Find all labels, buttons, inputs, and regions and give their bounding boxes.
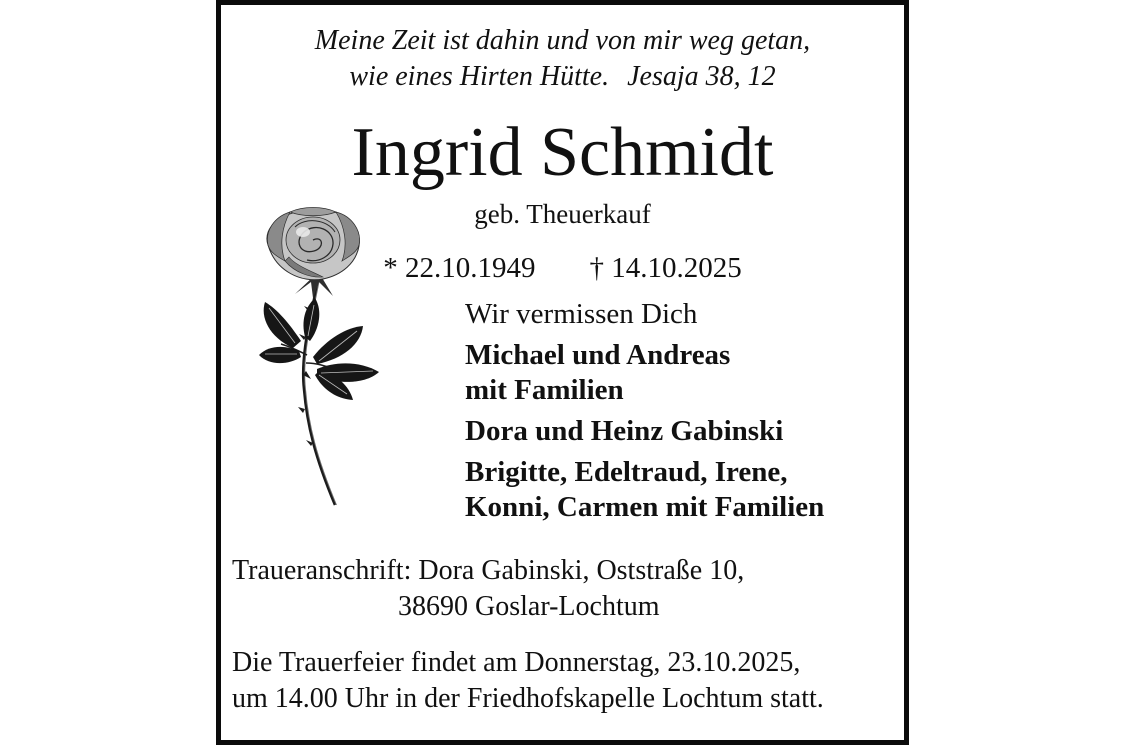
mourner-line: Michael und Andreas [465, 339, 731, 371]
mourner-group [465, 455, 824, 525]
mourners-list [465, 338, 824, 531]
scripture-quote-text: wie eines Hirten Hütte. [349, 61, 610, 92]
death-date: † 14.10.2025 [589, 252, 742, 284]
scripture-quote [221, 23, 904, 95]
mourner-line: Brigitte, Edeltraud, Irene, [465, 456, 788, 488]
condolence-address-line1: Traueranschrift: Dora Gabinski, Oststraße 10, [232, 555, 745, 586]
scripture-quote-line2 [221, 59, 904, 95]
maiden-name: geb. Theuerkauf [474, 199, 651, 229]
birth-date: * 22.10.1949 [383, 252, 536, 284]
deceased-name: Ingrid Schmidt [351, 114, 774, 191]
obituary-card [216, 0, 909, 745]
funeral-info [232, 645, 900, 717]
scripture-reference: Jesaja 38, 12 [627, 61, 776, 92]
mourner-line: mit Familien [465, 374, 624, 406]
scripture-quote-line1: Meine Zeit ist dahin und von mir weg getan, [314, 25, 811, 56]
mourner-group [465, 414, 824, 449]
condolence-address-line2: 38690 Goslar-Lochtum [398, 591, 660, 622]
funeral-info-line1: Die Trauerfeier findet am Donnerstag, 23.10.2025, [232, 647, 801, 678]
mourner-group [465, 338, 824, 408]
condolence-address [232, 553, 898, 625]
mourner-line: Konni, Carmen mit Familien [465, 491, 825, 523]
rose-illustration [255, 205, 395, 510]
mourner-line: Dora und Heinz Gabinski [465, 415, 784, 447]
funeral-info-line2: um 14.00 Uhr in der Friedhofskapelle Lochtum statt. [232, 683, 824, 714]
farewell-line: Wir vermissen Dich [465, 298, 698, 330]
